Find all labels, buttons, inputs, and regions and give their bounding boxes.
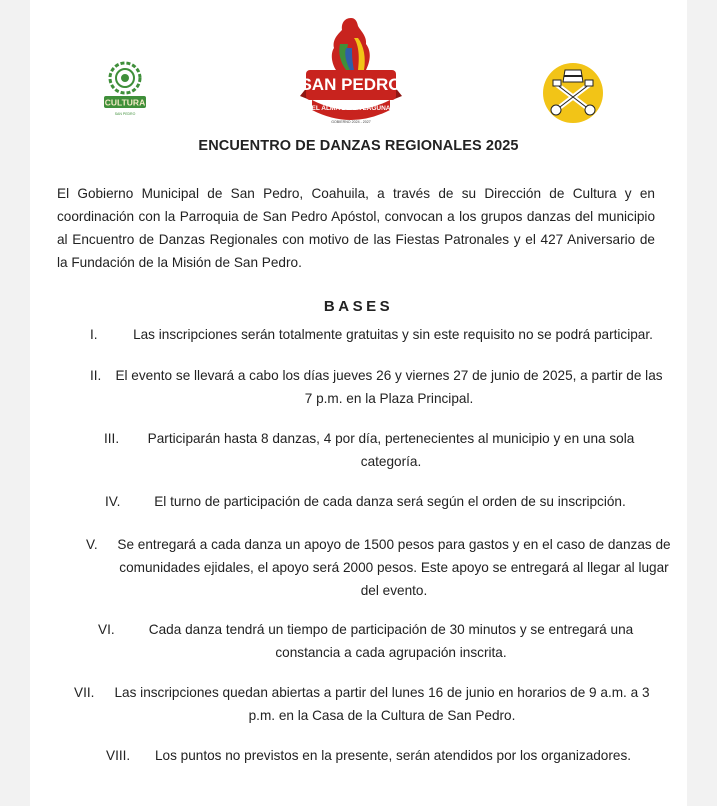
intro-paragraph: El Gobierno Municipal de San Pedro, Coahuila, a través de su Dirección de Cultura y en coordinación con la Parroquia de San Pedro Apóstol, convocan a los grupos danzas del municipio al Encuentro de Danzas Regionales con motivo de las Fiestas Patronales y el 427 Aniversario de la Fundación de la Misión de San Pedro. bbox=[57, 186, 655, 270]
base-text: Las inscripciones quedan abiertas a partir del lunes 16 de junio en horarios de 9 a.m. a 3 p.m. en la Casa de la Cultura de San Pedro. bbox=[114, 685, 650, 723]
base-text: Participarán hasta 8 danzas, 4 por día, pertenecientes al municipio y en una sola categoría. bbox=[147, 431, 635, 469]
cultura-logo-subtext: SAN PEDRO bbox=[114, 112, 136, 116]
base-item-7 bbox=[74, 681, 658, 727]
san-pedro-logo-footer: GOBIERNO 2024 - 2027 bbox=[331, 120, 371, 124]
bases-heading: BASES bbox=[323, 298, 394, 315]
base-numeral: IV. bbox=[105, 494, 121, 509]
base-numeral: VIII. bbox=[106, 748, 131, 763]
base-item-8 bbox=[106, 744, 646, 767]
base-text: Cada danza tendrá un tiempo de participación de 30 minutos y se entregará una constancia a cada agrupación inscrita. bbox=[148, 622, 634, 660]
base-item-3 bbox=[104, 427, 650, 473]
base-numeral: II. bbox=[90, 368, 102, 383]
base-text: Los puntos no previstos en la presente, serán atendidos por los organizadores. bbox=[154, 748, 632, 763]
base-text: El turno de participación de cada danza será según el orden de su inscripción. bbox=[154, 494, 626, 509]
base-numeral: I. bbox=[90, 327, 98, 342]
san-pedro-logo-icon bbox=[294, 14, 408, 130]
cultura-logo-text: CULTURA bbox=[104, 97, 146, 108]
document-page bbox=[30, 0, 687, 806]
base-item-1 bbox=[90, 323, 670, 346]
base-item-2 bbox=[90, 364, 664, 410]
cultura-logo-icon bbox=[103, 58, 147, 122]
base-numeral: III. bbox=[104, 431, 120, 446]
base-item-5 bbox=[86, 533, 676, 602]
base-numeral: VI. bbox=[98, 622, 115, 637]
base-item-6 bbox=[98, 618, 654, 664]
base-numeral: V. bbox=[86, 537, 98, 552]
base-text: Las inscripciones serán totalmente gratuitas y sin este requisito no se podrá participar. bbox=[133, 327, 653, 342]
san-pedro-logo-subtext: EL ALMA DE LA LAGUNA bbox=[311, 105, 391, 112]
base-numeral: VII. bbox=[74, 685, 95, 700]
base-item-4 bbox=[105, 490, 645, 513]
base-text: Se entregará a cada danza un apoyo de 1500 pesos para gastos y en el caso de danzas de comunidades ejidales, el apoyo será 2000 pesos. Este apoyo se entregará al llegar al lugar del evento. bbox=[117, 537, 671, 598]
crossed-keys-emblem-icon bbox=[542, 62, 604, 124]
document-title: ENCUENTRO DE DANZAS REGIONALES 2025 bbox=[198, 138, 519, 154]
san-pedro-logo-text: SAN PEDRO bbox=[300, 75, 402, 94]
base-text: El evento se llevará a cabo los días jueves 26 y viernes 27 de junio de 2025, a partir de las 7 p.m. en la Plaza Principal. bbox=[115, 368, 663, 406]
